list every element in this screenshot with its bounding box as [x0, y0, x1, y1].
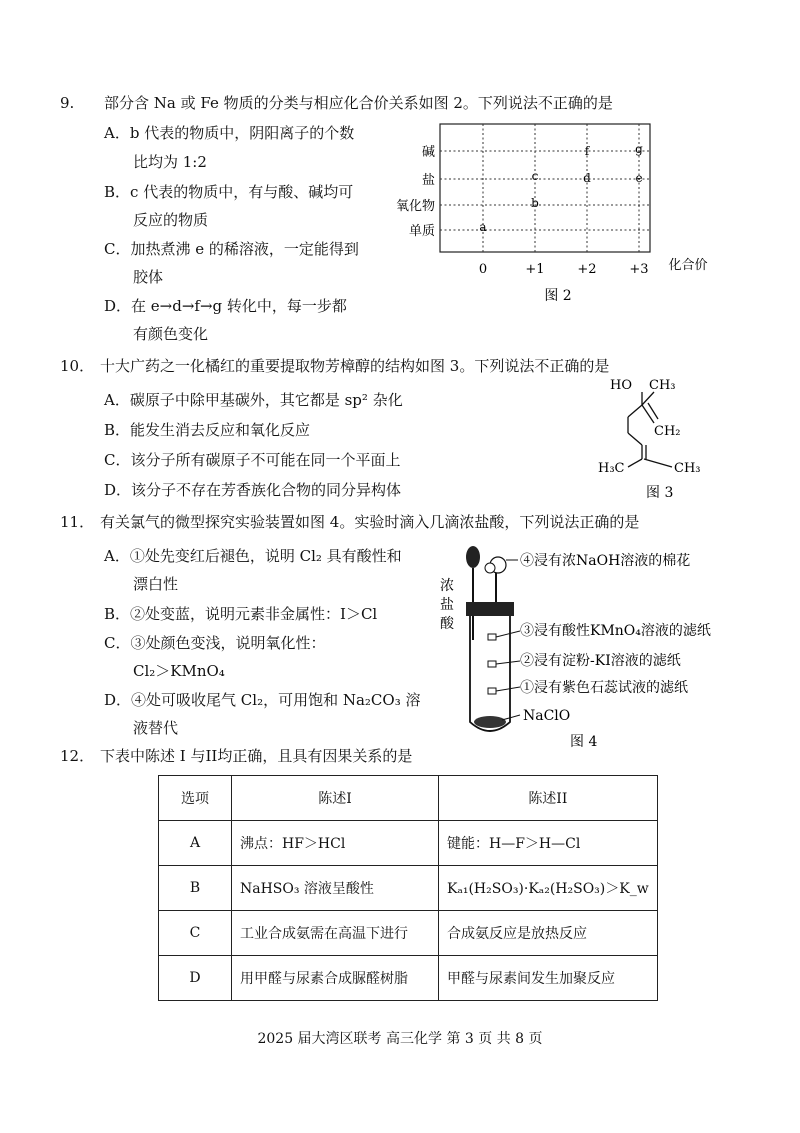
row-statement-1: 工业合成氨需在高温下进行	[232, 911, 439, 956]
table-header-row	[159, 776, 658, 821]
option-text: 能发生消去反应和氧化反应	[130, 421, 311, 439]
row-statement-1: 沸点：HF＞HCl	[232, 821, 439, 866]
table-row[interactable]	[159, 956, 658, 1001]
row-statement-1: NaHSO₃ 溶液呈酸性	[232, 866, 439, 911]
label-1: ①浸有紫色石蕊试液的滤纸	[520, 680, 688, 696]
q9-option-a[interactable]	[104, 122, 354, 143]
option-text: ④处可吸收尾气 Cl₂，可用饱和 Na₂CO₃ 溶	[131, 691, 421, 709]
q9-option-a-cont: 比均为 1:2	[133, 153, 207, 171]
row-statement-1: 用甲醛与尿素合成脲醛树脂	[232, 956, 439, 1001]
option-label: B．	[104, 605, 131, 623]
option-text: 加热煮沸 e 的稀溶液，一定能得到	[130, 240, 359, 258]
q11-option-b[interactable]	[104, 603, 377, 624]
y-label-oxide: 氧化物	[395, 199, 435, 214]
option-label: D．	[104, 297, 132, 315]
x-label-3: +3	[629, 262, 649, 277]
option-text: 该分子所有碳原子不可能在同一个平面上	[130, 451, 401, 469]
row-option: A	[159, 821, 232, 866]
dropper-bulb	[466, 546, 480, 568]
label-3: ③浸有酸性KMnO₄溶液的滤纸	[520, 623, 711, 639]
option-text: ③处颜色变浅，说明氧化性：	[130, 634, 326, 652]
q11-option-a[interactable]	[104, 545, 402, 566]
filter-paper-2	[488, 661, 496, 667]
option-text: ①处先变红后褪色，说明 Cl₂ 具有酸性和	[129, 547, 402, 565]
q9-option-b-cont: 反应的物质	[133, 211, 209, 229]
row-statement-2: 键能：H—F＞H—Cl	[439, 821, 658, 866]
q9-option-c-cont: 胶体	[133, 268, 164, 286]
point-f: f	[584, 144, 590, 158]
q11-number: 11．	[60, 513, 95, 531]
option-text: ②处变蓝，说明元素非金属性：I＞Cl	[130, 605, 378, 623]
label-2: ②浸有淀粉-KI溶液的滤纸	[520, 653, 681, 669]
q10-stem: 十大广药之一化橘红的重要提取物芳樟醇的结构如图 3。下列说法不正确的是	[100, 357, 610, 375]
q9-option-c[interactable]	[104, 238, 359, 259]
option-label: A．	[104, 124, 130, 142]
y-label-salt: 盐	[421, 173, 435, 188]
figure-3-caption: 图 3	[646, 485, 674, 500]
point-c: c	[531, 169, 539, 183]
option-label: A．	[104, 547, 130, 565]
q10-option-d[interactable]	[104, 479, 401, 500]
option-text: 碳原子中除甲基碳外，其它都是 sp² 杂化	[129, 391, 403, 409]
label-4: ④浸有浓NaOH溶液的棉花	[520, 553, 691, 569]
label-h3c: H₃C	[598, 461, 625, 476]
option-text: b 代表的物质中，阴阳离子的个数	[129, 124, 355, 142]
q11-option-d[interactable]	[104, 689, 421, 710]
table-row[interactable]	[159, 821, 658, 866]
filter-paper-1	[488, 688, 496, 694]
acid-label-2: 盐	[440, 597, 454, 613]
q11-stem: 有关氯气的微型探究实验装置如图 4。实验时滴入几滴浓盐酸，下列说法正确的是	[100, 513, 640, 531]
point-b: b	[531, 196, 539, 210]
row-option: C	[159, 911, 232, 956]
option-text: 该分子不存在芳香族化合物的同分异构体	[131, 481, 402, 499]
q9-number: 9.	[60, 94, 75, 112]
point-a: a	[479, 220, 487, 234]
table-row[interactable]	[159, 866, 658, 911]
q11-option-c-cont: Cl₂＞KMnO₄	[133, 662, 225, 680]
figure-3-structure	[592, 375, 712, 500]
figure-4-caption: 图 4	[570, 734, 598, 750]
label-ch2: CH₂	[654, 424, 681, 439]
q9-option-d[interactable]	[104, 295, 347, 316]
row-statement-2: 甲醛与尿素间发生加聚反应	[439, 956, 658, 1001]
option-label: C．	[104, 240, 131, 258]
figure-2-caption: 图 2	[544, 288, 572, 304]
header-option: 选项	[159, 776, 232, 821]
label-ch3-bottom: CH₃	[674, 461, 701, 476]
figure-4-apparatus	[430, 540, 750, 752]
option-text: c 代表的物质中，有与酸、碱均可	[130, 183, 354, 201]
q10-number: 10．	[60, 357, 95, 375]
q12-number: 12．	[60, 747, 95, 765]
naclo-solid	[474, 716, 506, 728]
point-g: g	[635, 142, 643, 156]
x-axis-title: 化合价	[668, 258, 708, 273]
label-ho: HO	[610, 378, 632, 393]
point-e: e	[635, 171, 643, 185]
option-label: D．	[104, 691, 132, 709]
x-label-2: +2	[577, 262, 597, 277]
q9-stem: 部分含 Na 或 Fe 物质的分类与相应化合价关系如图 2。下列说法不正确的是	[104, 94, 613, 112]
option-label: C．	[104, 634, 131, 652]
stopper	[466, 602, 514, 616]
q11-option-d-cont: 液替代	[133, 719, 179, 737]
acid-label-1: 浓	[440, 578, 454, 594]
option-label: D．	[104, 481, 132, 499]
point-d: d	[583, 171, 591, 185]
y-label-base: 碱	[421, 145, 435, 160]
q11-option-a-cont: 漂白性	[133, 575, 179, 593]
figure-2-diagram	[385, 118, 720, 308]
y-label-element: 单质	[408, 224, 435, 239]
acid-label-3: 酸	[440, 616, 454, 632]
row-option: B	[159, 866, 232, 911]
test-tube	[470, 616, 510, 731]
header-statement-2: 陈述II	[439, 776, 658, 821]
q9-option-b[interactable]	[104, 181, 353, 202]
page-footer: 2025 届大湾区联考 高三化学 第 3 页 共 8 页	[257, 1031, 543, 1047]
q12-stem: 下表中陈述 I 与II均正确，且具有因果关系的是	[100, 747, 413, 765]
cotton-plug-part	[485, 563, 495, 573]
header-statement-1: 陈述I	[232, 776, 439, 821]
q11-option-c[interactable]	[104, 632, 326, 653]
grid-frame	[440, 124, 650, 252]
x-label-0: 0	[478, 262, 488, 277]
option-label: C．	[104, 451, 131, 469]
filter-paper-3	[488, 634, 496, 640]
label-ch3-top: CH₃	[649, 378, 676, 393]
table-row[interactable]	[159, 911, 658, 956]
row-statement-2: 合成氨反应是放热反应	[439, 911, 658, 956]
q10-option-b[interactable]	[104, 419, 310, 440]
option-label: B．	[104, 421, 131, 439]
q10-option-c[interactable]	[104, 449, 401, 470]
row-statement-2: Kₐ₁(H₂SO₃)·Kₐ₂(H₂SO₃)＞K_w	[439, 866, 658, 911]
option-label: A．	[104, 391, 130, 409]
q12-table	[158, 775, 658, 1001]
option-text: 在 e→d→f→g 转化中，每一步都	[131, 297, 347, 315]
label-naclo: NaClO	[523, 708, 571, 724]
q9-option-d-cont: 有颜色变化	[133, 325, 209, 343]
x-label-1: +1	[525, 262, 545, 277]
q10-option-a[interactable]	[104, 389, 403, 410]
option-label: B．	[104, 183, 131, 201]
grid-rows	[440, 124, 650, 252]
row-option: D	[159, 956, 232, 1001]
